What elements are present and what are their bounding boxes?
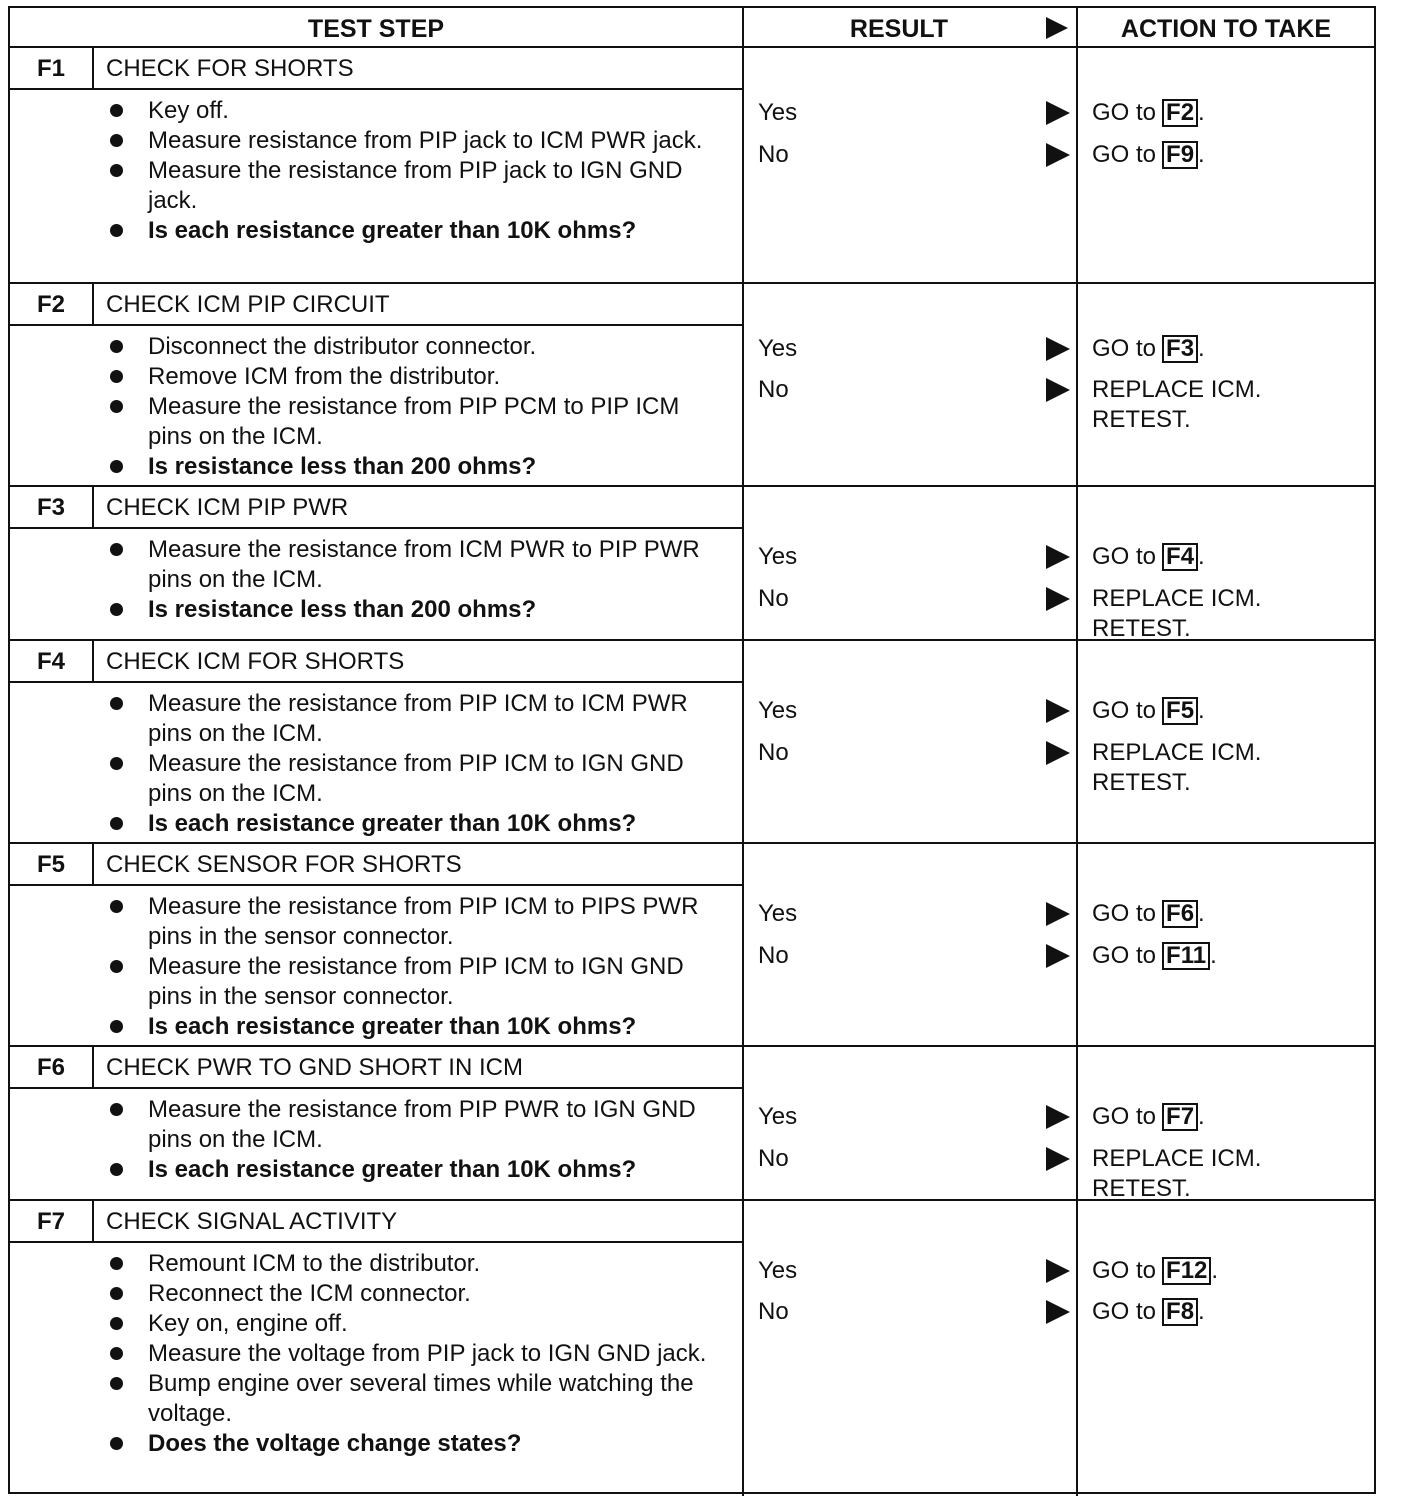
- action-cell: [1078, 641, 1374, 842]
- result-cell: [744, 1201, 1078, 1496]
- action-suffix: .: [1198, 1298, 1205, 1325]
- arrow-right-icon: [1046, 902, 1070, 926]
- action-text: [1092, 375, 1368, 435]
- step-instructions: [106, 689, 726, 839]
- result-cell: [744, 641, 1078, 842]
- result-yes: [758, 334, 1070, 364]
- step-row: [10, 844, 1374, 1047]
- action-line: REPLACE ICM.: [1092, 376, 1262, 403]
- action-cell: [1078, 48, 1374, 282]
- step-reference-link[interactable]: F11: [1162, 942, 1210, 970]
- action-goto: [1092, 1102, 1368, 1132]
- arrow-right-icon: [1046, 699, 1070, 723]
- result-label: No: [758, 1298, 789, 1325]
- arrow-right-icon: [1046, 143, 1070, 167]
- header-result: [744, 8, 1078, 46]
- step-title: CHECK ICM FOR SHORTS: [106, 648, 405, 675]
- action-suffix: .: [1198, 900, 1205, 927]
- diagnostic-table: [8, 6, 1376, 1494]
- step-question: Is resistance less than 200 ohms?: [106, 595, 726, 625]
- step-title-row: [10, 641, 742, 683]
- result-label: Yes: [758, 335, 798, 362]
- result-yes: [758, 542, 1070, 572]
- step-title-row: [10, 48, 742, 90]
- step-instruction: Disconnect the distributor connector.: [106, 332, 726, 362]
- step-reference-link[interactable]: F9: [1162, 141, 1198, 169]
- step-id: F3: [10, 487, 94, 527]
- result-label: Yes: [758, 543, 798, 570]
- step-id: F4: [10, 641, 94, 681]
- action-line: RETEST.: [1092, 1175, 1191, 1202]
- arrow-right-icon: [1046, 741, 1070, 765]
- result-yes: [758, 696, 1070, 726]
- result-label: No: [758, 585, 789, 612]
- step-instructions: [106, 1249, 726, 1459]
- step-question: Is resistance less than 200 ohms?: [106, 452, 726, 482]
- arrow-right-icon: [1046, 337, 1070, 361]
- step-title: CHECK ICM PIP PWR: [106, 494, 349, 521]
- action-suffix: .: [1198, 141, 1205, 168]
- result-cell: [744, 487, 1078, 639]
- step-question: Is each resistance greater than 10K ohms?: [106, 809, 726, 839]
- step-instructions: [106, 332, 726, 482]
- action-line: RETEST.: [1092, 406, 1191, 433]
- action-suffix: .: [1198, 335, 1205, 362]
- step-reference-link[interactable]: F12: [1162, 1257, 1211, 1285]
- step-instruction: Measure the resistance from ICM PWR to PIP PWR pins on the ICM.: [106, 535, 726, 595]
- action-line: RETEST.: [1092, 615, 1191, 642]
- action-suffix: .: [1210, 942, 1217, 969]
- result-no: [758, 941, 1070, 971]
- step-row: [10, 284, 1374, 487]
- action-text: [1092, 1144, 1368, 1204]
- result-yes: [758, 899, 1070, 929]
- result-label: No: [758, 739, 789, 766]
- step-instructions: [106, 1095, 726, 1185]
- arrow-right-icon: [1046, 587, 1070, 611]
- step-instruction: Measure the resistance from PIP ICM to PIPS PWR pins in the sensor connector.: [106, 892, 726, 952]
- action-goto: [1092, 98, 1368, 128]
- arrow-right-icon: [1046, 1147, 1070, 1171]
- step-reference-link[interactable]: F8: [1162, 1298, 1198, 1326]
- action-goto: [1092, 1297, 1368, 1327]
- result-label: Yes: [758, 1103, 798, 1130]
- action-prefix: GO to: [1092, 1257, 1157, 1284]
- result-yes: [758, 1102, 1070, 1132]
- step-reference-link[interactable]: F3: [1162, 335, 1198, 363]
- step-reference-link[interactable]: F5: [1162, 697, 1198, 725]
- result-label: Yes: [758, 697, 798, 724]
- action-goto: [1092, 899, 1368, 929]
- step-title: CHECK PWR TO GND SHORT IN ICM: [106, 1054, 523, 1081]
- step-instruction: Key off.: [106, 96, 726, 126]
- arrow-right-icon: [1046, 378, 1070, 402]
- step-instruction: Measure the resistance from PIP PWR to IGN GND pins on the ICM.: [106, 1095, 726, 1155]
- step-id: F7: [10, 1201, 94, 1241]
- step-instruction: Measure the resistance from PIP ICM to IGN GND pins in the sensor connector.: [106, 952, 726, 1012]
- action-goto: [1092, 140, 1368, 170]
- step-reference-link[interactable]: F6: [1162, 900, 1198, 928]
- step-instruction: Measure the resistance from PIP ICM to IGN GND pins on the ICM.: [106, 749, 726, 809]
- action-cell: [1078, 844, 1374, 1045]
- result-label: No: [758, 376, 789, 403]
- test-step-cell: [10, 284, 744, 485]
- step-instruction: Measure the resistance from PIP PCM to PIP ICM pins on the ICM.: [106, 392, 726, 452]
- step-title-row: [10, 487, 742, 529]
- result-cell: [744, 844, 1078, 1045]
- step-instruction: Remount ICM to the distributor.: [106, 1249, 726, 1279]
- action-text: [1092, 584, 1368, 644]
- action-cell: [1078, 1201, 1374, 1496]
- action-suffix: .: [1198, 99, 1205, 126]
- step-id: F1: [10, 48, 94, 88]
- header-result-label: RESULT: [849, 15, 949, 43]
- step-reference-link[interactable]: F4: [1162, 543, 1198, 571]
- arrow-right-icon: [1046, 1105, 1070, 1129]
- result-label: No: [758, 942, 789, 969]
- result-label: Yes: [758, 900, 798, 927]
- step-title: CHECK SIGNAL ACTIVITY: [106, 1208, 398, 1235]
- step-id: F6: [10, 1047, 94, 1087]
- step-title: CHECK FOR SHORTS: [106, 55, 354, 82]
- action-prefix: GO to: [1092, 1298, 1157, 1325]
- result-label: No: [758, 141, 789, 168]
- step-instruction: Reconnect the ICM connector.: [106, 1279, 726, 1309]
- step-title-row: [10, 1201, 742, 1243]
- test-step-cell: [10, 844, 744, 1045]
- step-instruction: Bump engine over several times while watching the voltage.: [106, 1369, 726, 1429]
- action-line: REPLACE ICM.: [1092, 585, 1262, 612]
- step-title-row: [10, 1047, 742, 1089]
- step-id: F2: [10, 284, 94, 324]
- action-text: [1092, 738, 1368, 798]
- test-step-cell: [10, 641, 744, 842]
- step-question: Is each resistance greater than 10K ohms?: [106, 216, 726, 246]
- step-instruction: Measure the voltage from PIP jack to IGN GND jack.: [106, 1339, 726, 1369]
- step-row: [10, 641, 1374, 844]
- action-line: REPLACE ICM.: [1092, 739, 1262, 766]
- step-row: [10, 1201, 1374, 1496]
- result-label: Yes: [758, 1257, 798, 1284]
- action-line: REPLACE ICM.: [1092, 1145, 1262, 1172]
- action-prefix: GO to: [1092, 900, 1157, 927]
- step-title-row: [10, 284, 742, 326]
- arrow-right-icon: [1046, 1300, 1070, 1324]
- result-no: [758, 375, 1070, 405]
- action-prefix: GO to: [1092, 1103, 1157, 1130]
- action-prefix: GO to: [1092, 942, 1157, 969]
- action-goto: [1092, 941, 1368, 971]
- test-step-cell: [10, 48, 744, 282]
- step-title-row: [10, 844, 742, 886]
- action-suffix: .: [1198, 697, 1205, 724]
- arrow-right-icon: [1046, 17, 1068, 39]
- result-no: [758, 738, 1070, 768]
- action-cell: [1078, 1047, 1374, 1202]
- step-question: Does the voltage change states?: [106, 1429, 726, 1459]
- action-suffix: .: [1198, 543, 1205, 570]
- action-goto: [1092, 334, 1368, 364]
- header-test-step: TEST STEP: [10, 8, 744, 46]
- step-instruction: Measure the resistance from PIP ICM to ICM PWR pins on the ICM.: [106, 689, 726, 749]
- action-prefix: GO to: [1092, 335, 1157, 362]
- action-suffix: .: [1211, 1257, 1219, 1284]
- table-header: [10, 8, 1374, 48]
- result-label: Yes: [758, 99, 798, 126]
- result-no: [758, 584, 1070, 614]
- action-suffix: .: [1198, 1103, 1205, 1130]
- step-row: [10, 487, 1374, 641]
- test-step-cell: [10, 487, 744, 639]
- action-prefix: GO to: [1092, 99, 1157, 126]
- step-instructions: [106, 535, 726, 625]
- test-step-cell: [10, 1047, 744, 1199]
- action-line: RETEST.: [1092, 769, 1191, 796]
- step-title: CHECK SENSOR FOR SHORTS: [106, 851, 462, 878]
- result-label: No: [758, 1145, 789, 1172]
- arrow-right-icon: [1046, 944, 1070, 968]
- step-instruction: Key on, engine off.: [106, 1309, 726, 1339]
- step-id: F5: [10, 844, 94, 884]
- result-no: [758, 1144, 1070, 1174]
- action-goto: [1092, 542, 1368, 572]
- action-prefix: GO to: [1092, 697, 1157, 724]
- step-question: Is each resistance greater than 10K ohms?: [106, 1155, 726, 1185]
- step-question: Is each resistance greater than 10K ohms?: [106, 1012, 726, 1042]
- result-cell: [744, 1047, 1078, 1199]
- result-cell: [744, 48, 1078, 282]
- arrow-right-icon: [1046, 1259, 1070, 1283]
- step-instructions: [106, 96, 726, 246]
- step-instructions: [106, 892, 726, 1042]
- step-title: CHECK ICM PIP CIRCUIT: [106, 291, 390, 318]
- action-prefix: GO to: [1092, 141, 1157, 168]
- step-row: [10, 1047, 1374, 1201]
- action-cell: [1078, 284, 1374, 485]
- action-cell: [1078, 487, 1374, 642]
- step-instruction: Remove ICM from the distributor.: [106, 362, 726, 392]
- result-yes: [758, 1256, 1070, 1286]
- result-yes: [758, 98, 1070, 128]
- action-goto: [1092, 696, 1368, 726]
- arrow-right-icon: [1046, 101, 1070, 125]
- header-action: ACTION TO TAKE: [1120, 15, 1332, 43]
- result-cell: [744, 284, 1078, 485]
- step-instruction: Measure the resistance from PIP jack to IGN GND jack.: [106, 156, 726, 216]
- step-reference-link[interactable]: F7: [1162, 1103, 1198, 1131]
- test-step-cell: [10, 1201, 744, 1496]
- step-reference-link[interactable]: F2: [1162, 99, 1198, 127]
- arrow-right-icon: [1046, 545, 1070, 569]
- result-no: [758, 1297, 1070, 1327]
- action-goto: [1092, 1256, 1368, 1286]
- step-row: [10, 48, 1374, 284]
- action-prefix: GO to: [1092, 543, 1157, 570]
- result-no: [758, 140, 1070, 170]
- step-instruction: Measure resistance from PIP jack to ICM PWR jack.: [106, 126, 726, 156]
